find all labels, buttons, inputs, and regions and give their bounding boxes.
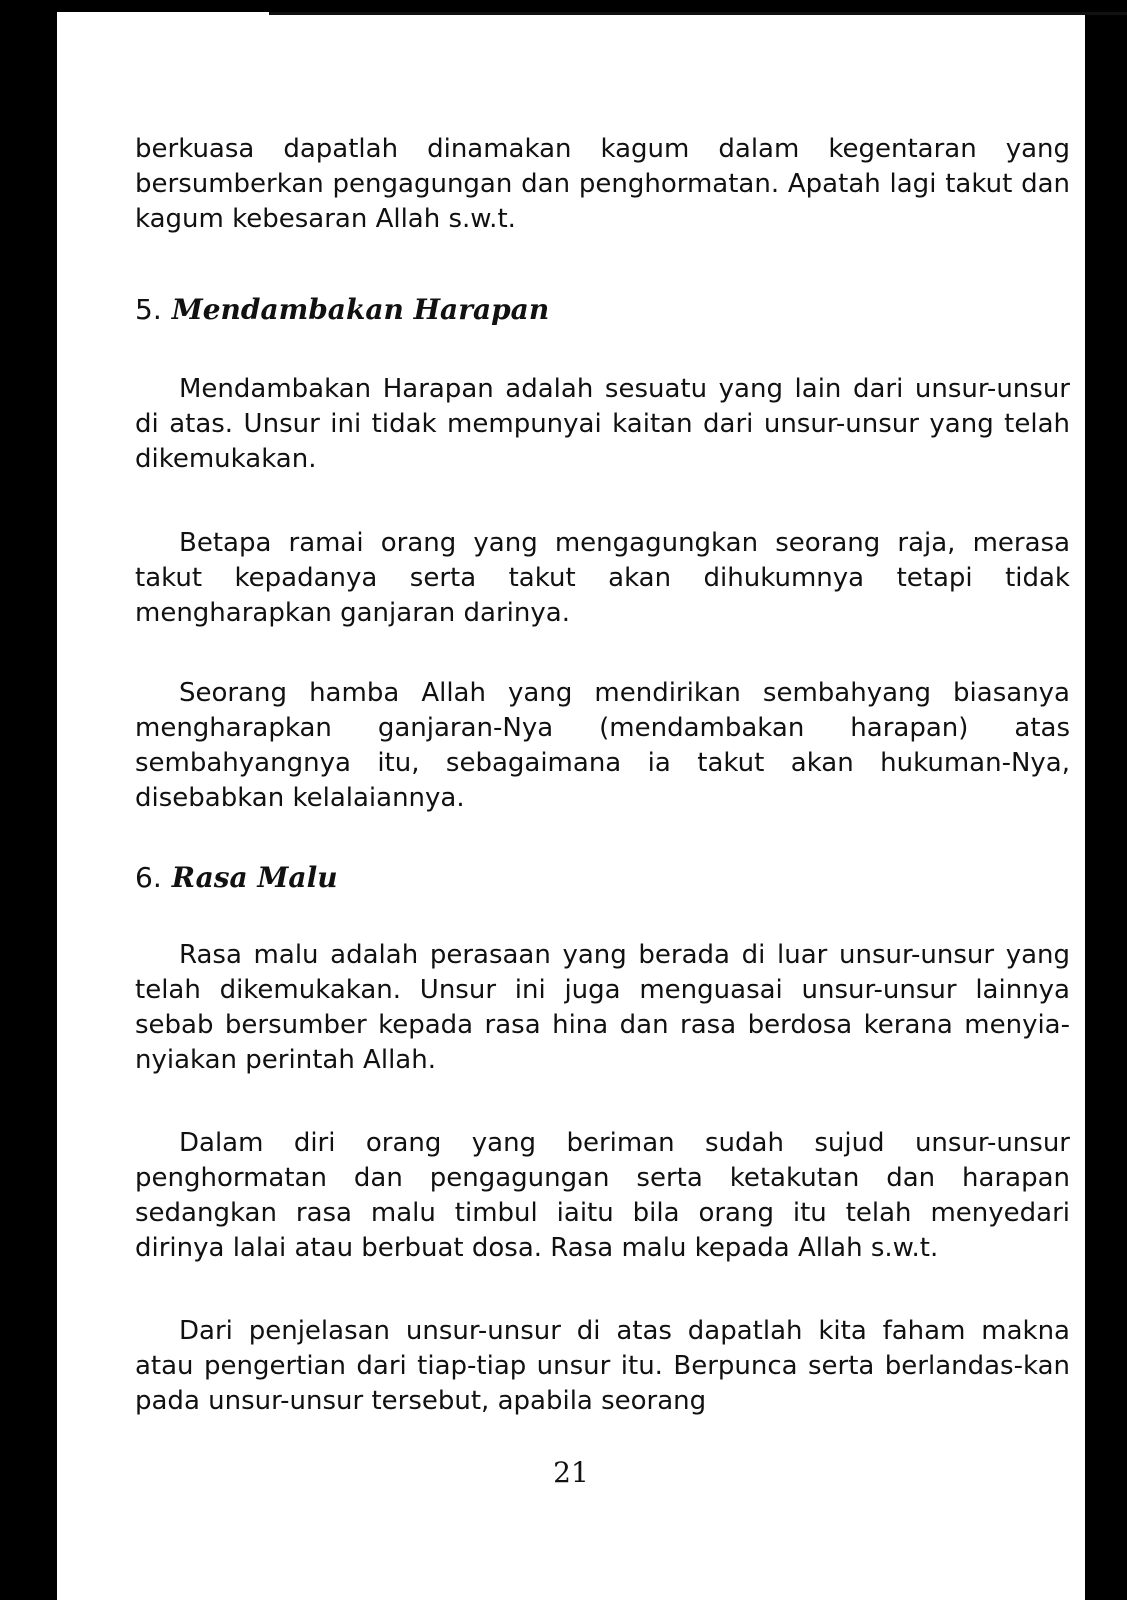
paragraph-2: Mendambakan Harapan adalah sesuatu yang lain dari unsur-unsur di atas. Unsur ini tidak mempunyai kaitan dari unsur-unsur yang telah dikemukakan. xyxy=(135,374,1070,474)
paragraph-1: berkuasa dapatlah dinamakan kagum dalam kegentaran yang bersumberkan pengagungan dan penghormatan. Apatah lagi takut dan kagum kebesaran Allah s.w.t. xyxy=(135,134,1070,234)
section-title: Rasa Malu xyxy=(171,861,338,894)
paragraph-7: Dari penjelasan unsur-unsur di atas dapatlah kita faham makna atau pengertian dari tiap-tiap unsur itu. Berpunca serta berlandas-kan pada unsur-unsur tersebut, apabila seorang xyxy=(135,1316,1070,1416)
section-title: Mendambakan Harapan xyxy=(171,293,550,326)
page-number: 21 xyxy=(553,1456,589,1489)
top-rule xyxy=(269,12,1127,15)
paragraph-5: Rasa malu adalah perasaan yang berada di luar unsur-unsur yang telah dikemukakan. Unsur ini juga menguasai unsur-unsur lainnya sebab bersumber kepada rasa hina dan rasa berdosa kerana menyia-nyiakan perintah Allah. xyxy=(135,940,1070,1075)
section-number: 6. xyxy=(135,861,162,894)
paragraph-3: Betapa ramai orang yang mengagungkan seorang raja, merasa takut kepadanya serta takut akan dihukumnya tetapi tidak mengharapkan ganjaran darinya. xyxy=(135,528,1070,628)
paragraph-4: Seorang hamba Allah yang mendirikan sembahyang biasanya mengharapkan ganjaran-Nya (mendambakan harapan) atas sembahyangnya itu, sebagaimana ia takut akan hukuman-Nya, disebabkan kelalaiannya. xyxy=(135,678,1070,813)
book-page xyxy=(57,12,1085,1600)
section-number: 5. xyxy=(135,293,162,326)
section-heading-6 xyxy=(135,860,338,896)
section-heading-5 xyxy=(135,292,549,328)
paragraph-6: Dalam diri orang yang beriman sudah sujud unsur-unsur penghormatan dan pengagungan serta ketakutan dan harapan sedangkan rasa malu timbul iaitu bila orang itu telah menyedari dirinya lalai atau berbuat dosa. Rasa malu kepada Allah s.w.t. xyxy=(135,1128,1070,1263)
